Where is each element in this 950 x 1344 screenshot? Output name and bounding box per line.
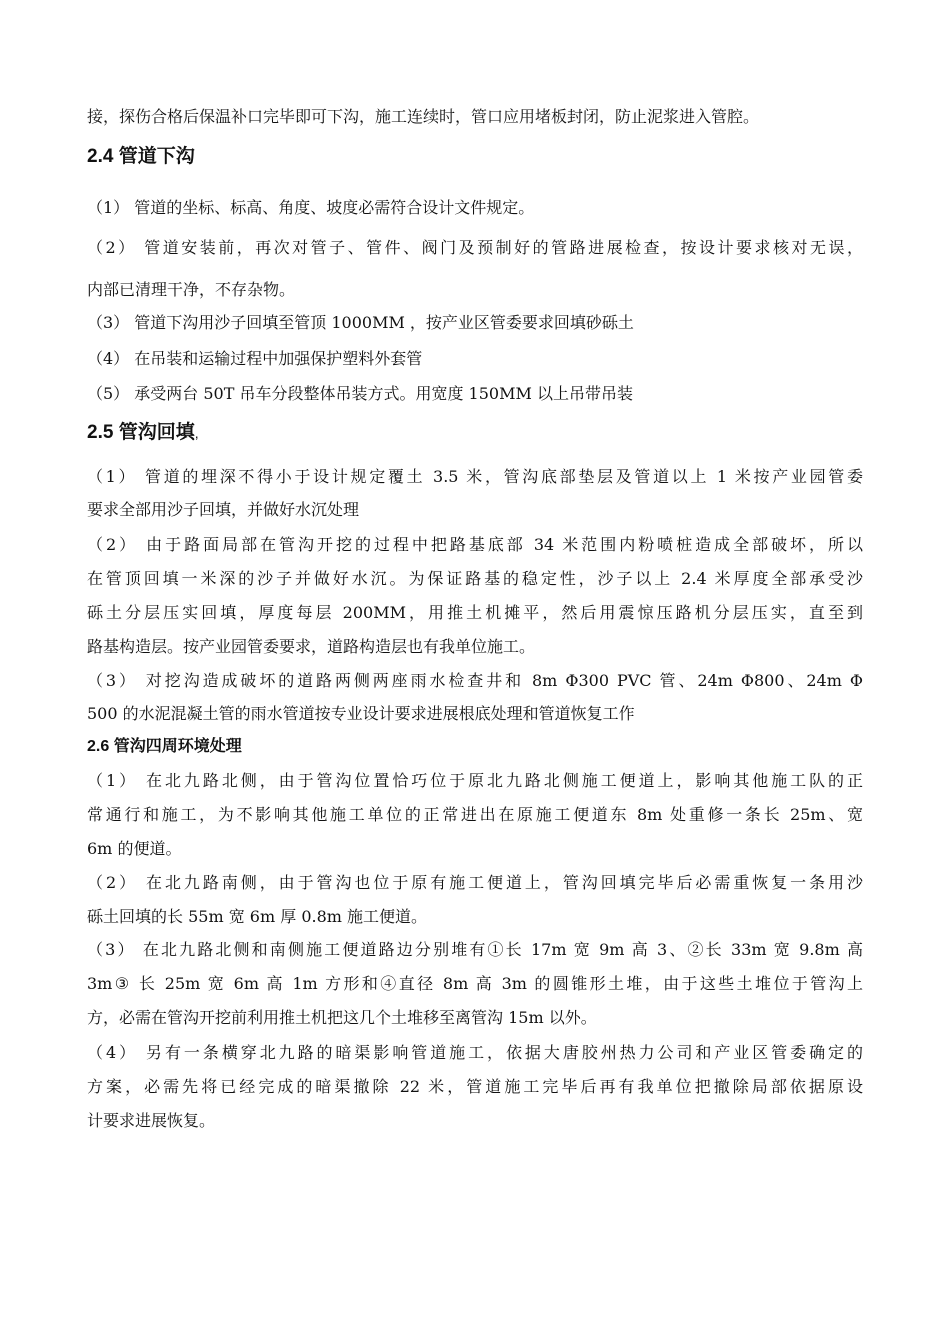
section-heading-text: 2.5 管沟回填 [87, 422, 195, 443]
text-line: 路基构造层。按产业园管委要求，道路构造层也有我单位施工。 [87, 637, 536, 656]
text-line: 方，必需在管沟开挖前利用推土机把这几个土堆移至离管沟 15m 以外。 [87, 1008, 597, 1027]
section-heading-2-5 [87, 421, 199, 445]
text-line: 在管顶回填一米深的沙子并做好水沉。为保证路基的稳定性，沙子以上 2.4 米厚度全部承受沙 [87, 569, 863, 588]
text-line: 3m③ 长 25m 宽 6m 高 1m 方形和④直径 8m 高 3m 的圆锥形土堆，由于这些土堆位于管沟上 [87, 974, 863, 993]
text-line: 计要求进展恢复。 [87, 1111, 216, 1130]
section-heading-2-6: 2.6 管沟四周环境处理 [87, 738, 242, 755]
text-line: （5） 承受两台 50T 吊车分段整体吊装方式。用宽度 150MM 以上吊带吊装 [87, 384, 633, 403]
text-line: 常通行和施工，为不影响其他施工单位的正常进出在原施工便道东 8m 处重修一条长 25m、宽 [87, 805, 863, 824]
text-line: 砾土分层压实回填，厚度每层 200MM，用推土机摊平，然后用震惊压路机分层压实，直至到 [87, 603, 863, 622]
heading-stray-mark: , [194, 425, 199, 441]
text-line: 要求全部用沙子回填，并做好水沉处理 [87, 500, 360, 519]
text-line: 6m 的便道。 [87, 839, 182, 858]
section-heading-2-4: 2.4 管道下沟 [87, 146, 195, 167]
text-line: 内部已清理干净，不存杂物。 [87, 280, 296, 299]
text-line: （2） 在北九路南侧，由于管沟也位于原有施工便道上，管沟回填完毕后必需重恢复一条用沙 [87, 873, 863, 892]
text-line: （3） 管道下沟用沙子回填至管顶 1000MM ，按产业区管委要求回填砂砾土 [87, 313, 634, 332]
text-line: （4） 另有一条横穿北九路的暗渠影响管道施工，依据大唐胶州热力公司和产业区管委确定的 [87, 1043, 863, 1062]
text-line: 砾土回填的长 55m 宽 6m 厚 0.8m 施工便道。 [87, 907, 428, 926]
text-line: （2） 管道安装前，再次对管子、管件、阀门及预制好的管路进展检查，按设计要求核对无误， [87, 238, 863, 257]
text-line: （4） 在吊装和运输过程中加强保护塑料外套管 [87, 349, 423, 368]
text-line: （3） 对挖沟造成破坏的道路两侧两座雨水检查井和 8m Φ300 PVC 管、24m Φ800、24m Φ [87, 671, 863, 690]
text-line: 接，探伤合格后保温补口完毕即可下沟，施工连续时，管口应用堵板封闭，防止泥浆进入管腔。 [87, 107, 760, 126]
text-line: （1） 在北九路北侧，由于管沟位置恰巧位于原北九路北侧施工便道上，影响其他施工队的正 [87, 771, 863, 790]
text-line: 500 的水泥混凝土管的雨水管道按专业设计要求进展根底处理和管道恢复工作 [87, 704, 635, 723]
text-line: （1） 管道的埋深不得小于设计规定覆土 3.5 米，管沟底部垫层及管道以上 1 米按产业园管委 [87, 467, 863, 486]
text-line: （1） 管道的坐标、标高、角度、坡度必需符合设计文件规定。 [87, 198, 535, 217]
text-line: （3） 在北九路北侧和南侧施工便道路边分别堆有①长 17m 宽 9m 高 3、②长 33m 宽 9.8m 高 [87, 940, 863, 959]
text-line: 方案，必需先将已经完成的暗渠撤除 22 米，管道施工完毕后再有我单位把撤除局部依据原设 [87, 1077, 863, 1096]
text-line: （2） 由于路面局部在管沟开挖的过程中把路基底部 34 米范围内粉喷桩造成全部破坏，所以 [87, 535, 863, 554]
